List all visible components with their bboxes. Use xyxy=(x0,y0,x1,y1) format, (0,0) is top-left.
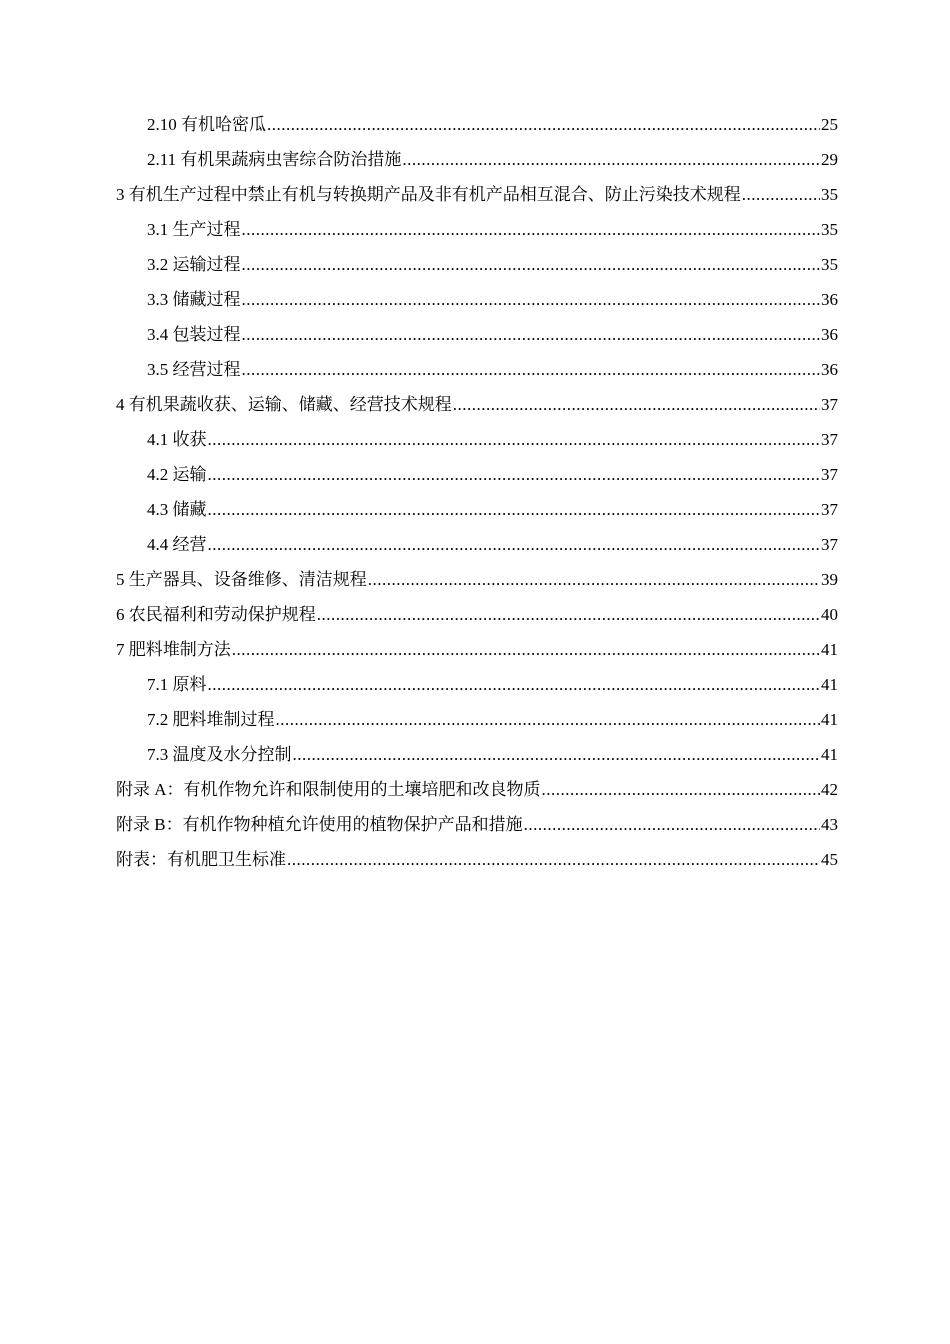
toc-entry-title: 3.3 储藏过程 xyxy=(147,290,241,309)
toc-dot-leader xyxy=(242,288,821,312)
toc-entry-page: 37 xyxy=(821,465,838,484)
toc-dot-leader xyxy=(242,253,821,277)
toc-entry-title: 7 肥料堆制方法 xyxy=(116,640,231,659)
toc-entry-title: 4.3 储藏 xyxy=(147,500,207,519)
toc-dot-leader xyxy=(208,533,821,557)
toc-dot-leader xyxy=(232,638,820,662)
toc-entry[interactable] xyxy=(116,603,838,638)
toc-entry-page: 37 xyxy=(821,395,838,414)
toc-entry-title: 7.3 温度及水分控制 xyxy=(147,745,292,764)
toc-entry[interactable] xyxy=(116,148,838,183)
toc-entry[interactable] xyxy=(116,848,838,883)
toc-entry-title: 2.10 有机哈密瓜 xyxy=(147,115,266,134)
toc-entry-page: 43 xyxy=(821,815,838,834)
toc-entry-title: 3 有机生产过程中禁止有机与转换期产品及非有机产品相互混合、防止污染技术规程 xyxy=(116,185,741,204)
toc-dot-leader xyxy=(208,673,821,697)
toc-dot-leader xyxy=(742,183,820,207)
toc-entry[interactable] xyxy=(116,218,838,253)
toc-entry[interactable] xyxy=(116,113,838,148)
toc-entry-page: 42 xyxy=(821,780,838,799)
toc-entry-page: 37 xyxy=(821,430,838,449)
toc-entry[interactable] xyxy=(116,323,838,358)
toc-entry-page: 41 xyxy=(821,745,838,764)
toc-dot-leader xyxy=(208,428,821,452)
toc-entry[interactable] xyxy=(116,568,838,603)
toc-entry[interactable] xyxy=(116,743,838,778)
toc-entry[interactable] xyxy=(116,778,838,813)
toc-entry-title: 3.1 生产过程 xyxy=(147,220,241,239)
toc-dot-leader xyxy=(317,603,820,627)
toc-entry-page: 25 xyxy=(821,115,838,134)
toc-entry-page: 41 xyxy=(821,640,838,659)
toc-entry-page: 36 xyxy=(821,290,838,309)
toc-dot-leader xyxy=(453,393,820,417)
toc-dot-leader xyxy=(208,463,821,487)
toc-entry-page: 37 xyxy=(821,500,838,519)
toc-dot-leader xyxy=(402,148,820,172)
toc-entry-page: 37 xyxy=(821,535,838,554)
toc-entry-title: 4.1 收获 xyxy=(147,430,207,449)
toc-entry[interactable] xyxy=(116,183,838,218)
toc-dot-leader xyxy=(242,218,821,242)
toc-entry-page: 36 xyxy=(821,360,838,379)
toc-entry-title: 附录 A：有机作物允许和限制使用的土壤培肥和改良物质 xyxy=(116,780,541,799)
toc-entry-page: 35 xyxy=(821,220,838,239)
toc-entry-page: 41 xyxy=(821,710,838,729)
toc-dot-leader xyxy=(287,848,820,872)
toc-dot-leader xyxy=(542,778,820,802)
toc-entry[interactable] xyxy=(116,393,838,428)
toc-entry-page: 29 xyxy=(821,150,838,169)
toc-entry-title: 5 生产器具、设备维修、清洁规程 xyxy=(116,570,367,589)
toc-entry-title: 附录 B：有机作物种植允许使用的植物保护产品和措施 xyxy=(116,815,523,834)
toc-dot-leader xyxy=(208,498,821,522)
toc-entry-page: 36 xyxy=(821,325,838,344)
table-of-contents xyxy=(116,113,838,883)
toc-dot-leader xyxy=(524,813,820,837)
toc-entry-title: 3.2 运输过程 xyxy=(147,255,241,274)
toc-entry-title: 7.2 肥料堆制过程 xyxy=(147,710,275,729)
toc-entry[interactable] xyxy=(116,288,838,323)
toc-entry-page: 45 xyxy=(821,850,838,869)
toc-entry-page: 39 xyxy=(821,570,838,589)
toc-entry-title: 6 农民福利和劳动保护规程 xyxy=(116,605,316,624)
toc-entry-title: 附表：有机肥卫生标准 xyxy=(116,850,286,869)
toc-entry[interactable] xyxy=(116,533,838,568)
toc-entry[interactable] xyxy=(116,673,838,708)
toc-dot-leader xyxy=(276,708,821,732)
toc-entry-title: 2.11 有机果蔬病虫害综合防治措施 xyxy=(147,150,402,169)
toc-entry[interactable] xyxy=(116,358,838,393)
toc-dot-leader xyxy=(242,323,821,347)
toc-dot-leader xyxy=(267,113,820,137)
toc-entry[interactable] xyxy=(116,638,838,673)
toc-entry-title: 3.4 包装过程 xyxy=(147,325,241,344)
toc-entry[interactable] xyxy=(116,253,838,288)
toc-dot-leader xyxy=(242,358,821,382)
toc-entry[interactable] xyxy=(116,708,838,743)
toc-entry[interactable] xyxy=(116,813,838,848)
toc-entry[interactable] xyxy=(116,428,838,463)
toc-dot-leader xyxy=(368,568,820,592)
toc-entry-page: 35 xyxy=(821,255,838,274)
toc-entry-title: 3.5 经营过程 xyxy=(147,360,241,379)
toc-dot-leader xyxy=(293,743,821,767)
toc-entry-title: 4.4 经营 xyxy=(147,535,207,554)
toc-entry-title: 4.2 运输 xyxy=(147,465,207,484)
toc-entry-page: 40 xyxy=(821,605,838,624)
toc-entry-page: 35 xyxy=(821,185,838,204)
toc-entry[interactable] xyxy=(116,463,838,498)
toc-entry-page: 41 xyxy=(821,675,838,694)
toc-entry[interactable] xyxy=(116,498,838,533)
toc-entry-title: 4 有机果蔬收获、运输、储藏、经营技术规程 xyxy=(116,395,452,414)
toc-entry-title: 7.1 原料 xyxy=(147,675,207,694)
